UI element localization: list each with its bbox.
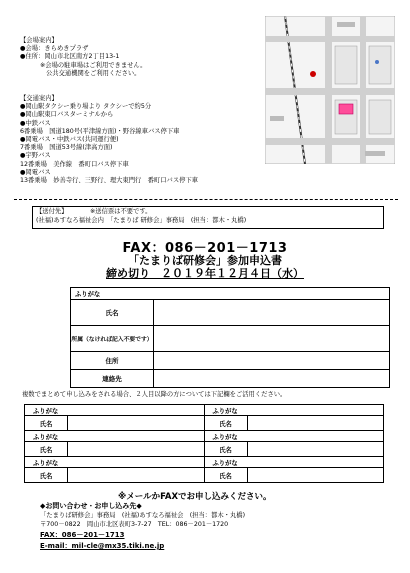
name-field[interactable]	[68, 442, 205, 457]
venue-info	[20, 37, 146, 78]
name-field[interactable]	[154, 300, 390, 326]
affiliation-label: 所属（なければ記入不要です）	[71, 326, 154, 352]
contact-field[interactable]	[154, 370, 390, 388]
deadline: 締め切り ２０１９年１２月４日（水）	[106, 267, 304, 280]
additional-participants-form	[24, 404, 384, 483]
office-line: 「たまりば研修会」事務局 (社福)あすなろ福祉会 (担当：都木・丸橋)	[40, 512, 246, 519]
address-label: 住所	[71, 352, 154, 370]
name-label: 氏名	[25, 442, 68, 457]
transport-line: ●宇野バス	[20, 152, 51, 160]
name-field[interactable]	[68, 468, 205, 483]
furigana-label: ふりがな	[71, 288, 390, 300]
furigana-label: ふりがな	[204, 431, 384, 442]
form-title: 「たまりば研修会」参加申込書	[128, 254, 282, 267]
name-label: 氏名	[204, 442, 247, 457]
transport-heading: 【交通案内】	[20, 95, 58, 102]
group-note: 複数でまとめて申し込みをされる場合、２人目以降の方については下記欄をご活用ください。	[22, 391, 287, 398]
transport-line: 13番乗場 妙善寺行、三野行、理大東門行 番町口バス停下車	[20, 177, 199, 185]
transport-line: ●岡電バス・中鉄バス(共同運行便)	[20, 136, 119, 144]
send-to-label: 【送付先】	[36, 208, 68, 215]
transport-line: 7番乗場 国道53号線(津高方面)	[20, 144, 113, 152]
transport-line: ●岡山駅タクシー乗り場より タクシーで約5分	[20, 103, 152, 111]
transit-note: 公共交通機関をご利用ください。	[46, 69, 141, 77]
venue-line: ●会場：きらめきプラザ	[20, 45, 89, 53]
venue-heading: 【会場案内】	[20, 37, 58, 44]
venue-address: ●住所：岡山市北区南方2丁目13-1	[20, 53, 120, 61]
footer-address: 〒700－0822 岡山市北区表町3-7-27 TEL：086－201－1720	[40, 521, 229, 528]
name-field[interactable]	[247, 416, 384, 431]
contact-label: 連絡先	[71, 370, 154, 388]
transport-line: ●岡電バス	[20, 168, 51, 176]
affiliation-field[interactable]	[154, 326, 390, 352]
transport-line: ●中鉄バス	[20, 119, 51, 127]
name-field[interactable]	[68, 416, 205, 431]
furigana-label: ふりがな	[204, 405, 384, 416]
name-field[interactable]	[247, 468, 384, 483]
transport-line: 6番乗場 国道180号(平津線方面)・野谷線車バス停下車	[20, 127, 180, 135]
transport-line: 12番乗場 美作線 番町口バス停下車	[20, 160, 129, 168]
furigana-label: ふりがな	[25, 405, 205, 416]
name-label: 氏名	[204, 416, 247, 431]
address-field[interactable]	[154, 352, 390, 370]
fax-number: FAX：086－201－1713	[122, 241, 288, 256]
name-label: 氏名	[25, 416, 68, 431]
footer-email[interactable]: E-mail：mil-cle@mx35.tiki.ne.jp	[40, 542, 165, 550]
furigana-label: ふりがな	[204, 457, 384, 468]
email-fax-note: ※メールかFAXでお申し込みください。	[118, 492, 272, 502]
name-field[interactable]	[247, 442, 384, 457]
application-form	[70, 287, 390, 388]
name-label: 氏名	[25, 468, 68, 483]
send-to-note: ※送信票は不要です。	[90, 208, 152, 215]
furigana-label: ふりがな	[25, 431, 205, 442]
furigana-label: ふりがな	[25, 457, 205, 468]
section-divider	[14, 199, 398, 200]
transport-line: ●岡山駅東口バスターミナルから	[20, 111, 114, 119]
transport-info	[20, 95, 198, 185]
venue-map	[265, 16, 395, 164]
name-label: 氏名	[71, 300, 154, 326]
footer-fax: FAX：086－201－1713	[40, 531, 125, 539]
name-label: 氏名	[204, 468, 247, 483]
inquiry-heading: ◆お問い合わせ・お申し込み先◆	[40, 502, 142, 510]
parking-note: ※会場の駐車場はご利用できません。	[40, 61, 147, 69]
send-to-org: (社福)あすなろ福祉会内 「たまりば 研修会」事務局 (担当：都木・丸橋)	[36, 217, 247, 224]
